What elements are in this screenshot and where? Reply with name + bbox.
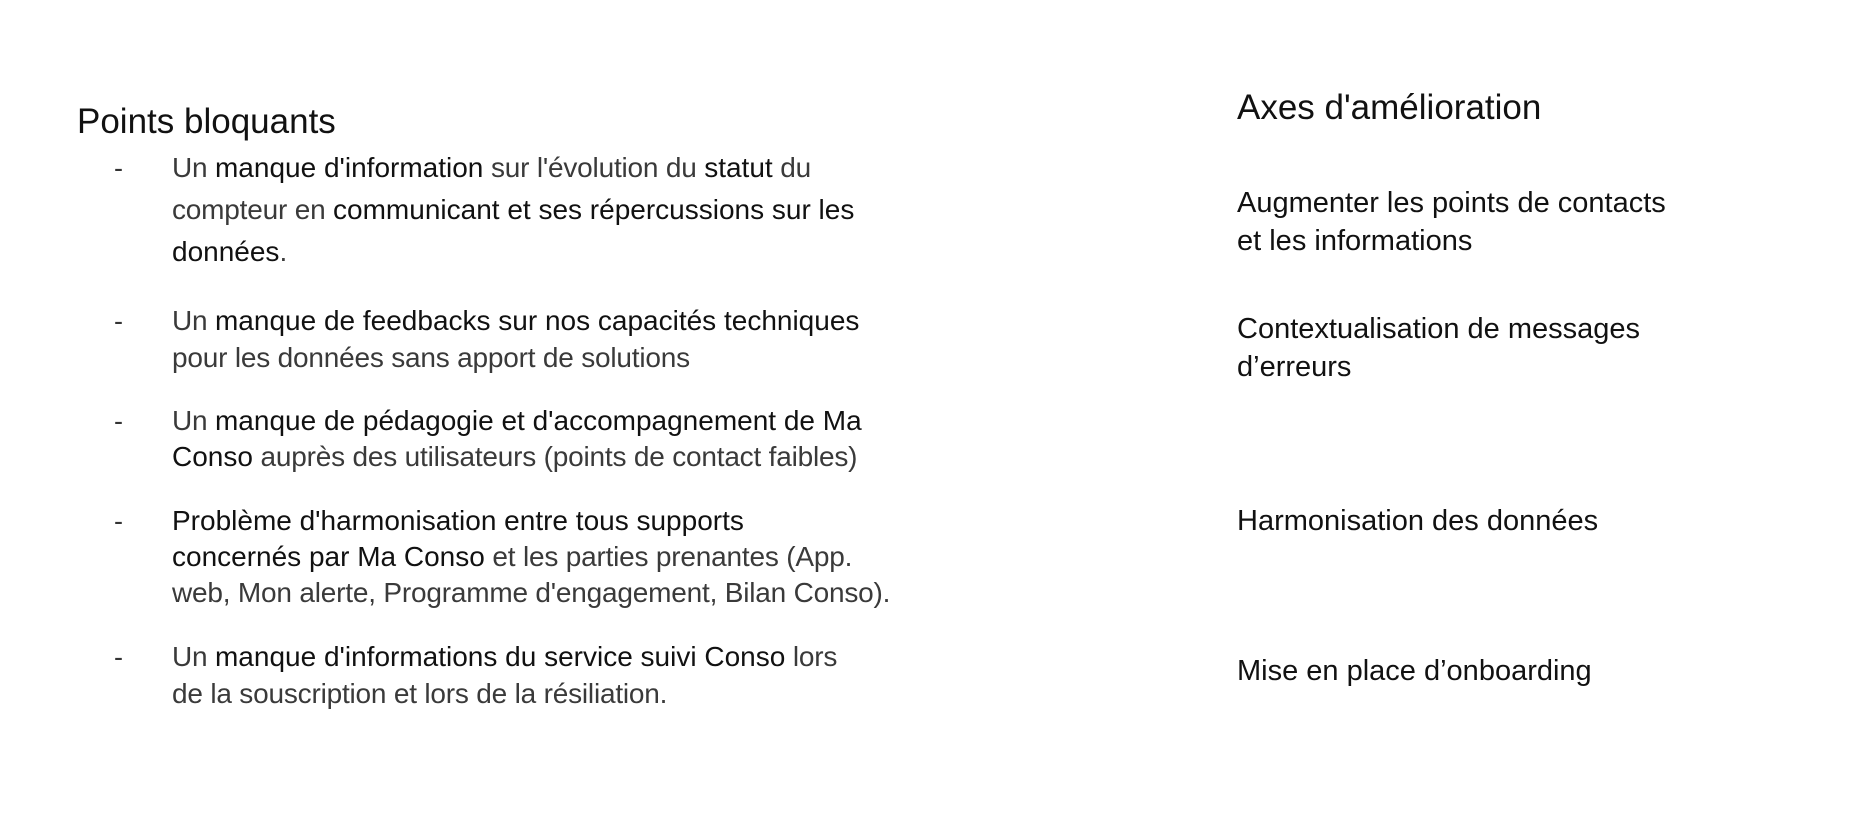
improvement-axis-line: Augmenter les points de contacts	[1237, 187, 1666, 219]
emphasis-text: manque d'information	[214, 152, 484, 183]
emphasis-text: manque d'informations du service suivi Conso	[214, 641, 786, 672]
emphasis-text: statut	[704, 152, 773, 183]
body-text: pour les données sans apport de solutions	[172, 342, 690, 373]
bullet-dash: -	[114, 153, 123, 183]
blocking-point-line	[172, 307, 859, 335]
emphasis-text: manque de feedbacks sur nos capacités techniques	[214, 305, 860, 336]
bullet-dash: -	[114, 306, 123, 336]
body-text: Un	[172, 305, 215, 336]
emphasis-text: concernés par Ma Conso	[172, 541, 485, 572]
emphasis-text: Conso	[172, 441, 253, 472]
body-text: du	[772, 152, 812, 183]
body-text: et les parties prenantes (App.	[484, 541, 853, 572]
body-text: auprès des utilisateurs (points de contact faibles)	[252, 441, 858, 472]
body-text: Un	[172, 405, 215, 436]
improvement-axis-line: Contextualisation de messages	[1237, 313, 1641, 345]
body-text: lors	[785, 641, 838, 672]
points-bloquants-title: Points bloquants	[77, 102, 336, 141]
blocking-point-line	[172, 196, 854, 224]
blocking-point-line	[172, 443, 857, 471]
blocking-point-line	[172, 154, 811, 182]
blocking-point-line	[172, 507, 744, 535]
emphasis-text: communicant et ses répercussions sur les	[333, 194, 855, 225]
emphasis-text: données	[172, 236, 280, 267]
body-text: .	[279, 236, 288, 267]
blocking-point-line	[172, 238, 287, 266]
improvement-axis-line: Harmonisation des données	[1237, 505, 1599, 537]
body-text: de la souscription et lors de la résiliation.	[172, 678, 668, 709]
improvement-axis-line: et les informations	[1237, 225, 1473, 257]
body-text: Un	[172, 641, 215, 672]
blocking-point-line	[172, 680, 667, 708]
body-text: compteur en	[172, 194, 334, 225]
improvement-axis-line: Mise en place d’onboarding	[1237, 655, 1592, 687]
blocking-point-line	[172, 543, 852, 571]
blocking-point-line	[172, 407, 862, 435]
improvement-axis-line: d’erreurs	[1237, 351, 1352, 383]
blocking-point-line	[172, 643, 837, 671]
emphasis-text: manque de pédagogie et d'accompagnement de Ma	[214, 405, 862, 436]
body-text: sur l'évolution du	[483, 152, 705, 183]
bullet-dash: -	[114, 642, 123, 672]
body-text: web, Mon alerte, Programme d'engagement, Bilan Conso).	[172, 577, 891, 608]
blocking-point-line	[172, 344, 690, 372]
axes-amelioration-title: Axes d'amélioration	[1237, 88, 1542, 127]
blocking-point-line	[172, 579, 890, 607]
body-text: Un	[172, 152, 215, 183]
emphasis-text: Problème d'harmonisation entre tous supports	[172, 505, 744, 536]
bullet-dash: -	[114, 506, 123, 536]
bullet-dash: -	[114, 406, 123, 436]
